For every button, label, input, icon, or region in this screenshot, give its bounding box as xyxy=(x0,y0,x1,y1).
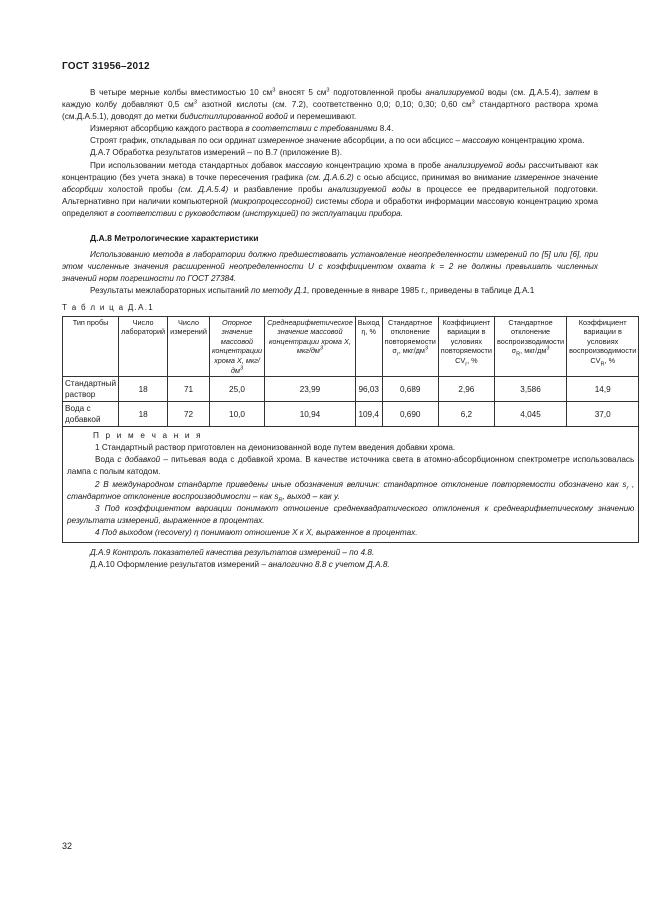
document-body xyxy=(62,87,637,571)
col-sample-type: Тип пробы xyxy=(63,316,119,377)
metrology-table xyxy=(62,316,639,543)
paragraph-uncertainty: Использованию метода в лаборатории должно предшествовать установление неопределенности измерений по [5] или [6], при этом численные значения расширенной неопределенности U с коэффициентом охвата k = 2 не должны превышать численных значений норм погрешности по ГОСТ 27384. xyxy=(62,250,598,284)
note-4: 4 Под выходом (recovery) η понимают отношение X к X, выраженное в процентах. xyxy=(95,527,418,537)
paragraph-std-additions: При использовании метода стандартных добавок массовую концентрацию хрома в пробе анализируемой воды рассчитывают как концентрацию (без учета знака) в точке пересечения графика (см. Д.А.6.2) с осью абсцисс, принимая во внимание измеренное значение абсорбции холостой пробы (см. Д.А.5.4) и разбавление пробы анализируемой воды в процессе ее предварительной подготовки. Альтернативно при наличии компьютерной (микропроцессорной) системы сбора и обработки информации массовую концентрацию хрома определяют в соответствии с руководством (инструкцией) по эксплуатации прибора. xyxy=(62,160,598,218)
paragraph-measure: Измеряют абсорбцию каждого раствора в соответствии с требованиями 8.4. xyxy=(90,124,394,134)
col-reference: Опорное значение массовой концентрации хрома X, мкг/$дм^3$ xyxy=(209,316,264,377)
col-measurements: Число измерений xyxy=(168,316,210,377)
table-row: Вода с добавкой 18 72 10,0 10,94 109,4 0,690 6,2 4,045 37,0 xyxy=(63,402,639,427)
notes-title: П р и м е ч а н и я xyxy=(93,431,203,441)
page-number: 32 xyxy=(62,841,73,851)
note-2: 2 В международном стандарте приведены иные обозначения величин: стандартное отклонение повторяемости обозначено как $s_r$ , стандартное отклонение воспроизводимости – как $s_R$, выход – как y. xyxy=(67,479,635,504)
paragraph-da9: Д.А.9 Контроль показателей качества результатов измерений – по 4.8. xyxy=(90,548,375,557)
note-3: 3 Под коэффициентом вариации понимают отношение среднеквадратического отклонения к среднеарифметическому значению результата измерений, выраженное в процентах. xyxy=(67,503,635,525)
table-notes-row xyxy=(63,427,639,543)
col-yield: Выход η, % xyxy=(355,316,382,377)
document-header: ГОСТ 31956–2012 xyxy=(62,61,150,72)
paragraph-interlab: Результаты межлабораторных испытаний по методу Д.1, проведенные в январе 1985 г., приведены в таблице Д.А.1 xyxy=(90,286,535,296)
paragraph-da10: Д.А.10 Оформление результатов измерений – аналогично 8.8 с учетом Д.А.8. xyxy=(90,560,390,570)
note-1b: Вода с добавкой – питьевая вода с добавкой хрома. В качестве источника света в атомно-абсорбционном спектрометре использовалась лампа с полым катодом. xyxy=(67,455,635,477)
paragraph-sample-prep: В четыре мерные колбы вместимостью 10 $см^3$ вносят 5 $см^3$ подготовленной пробы анализируемой воды (см. Д.А.5.4), затем в каждую колбу добавляют 0,5 $см^3$ азотной кислоты (см. 7.2), соответственно 0,0; 0,10; 0,30; 0,60 $см^3$ стандартного раствора хрома (см.Д.А.5.1), доводят до метки бидистиллированной водой и перемешивают. xyxy=(62,87,599,122)
col-cvr: Коэффициент вариации в условиях повторяемости $CV_r$, % xyxy=(438,316,494,377)
note-1: 1 Стандартный раствор приготовлен на деионизованной воде путем введения добавки хрома. xyxy=(95,443,456,453)
col-sr: Стандартное отклонение повторяемости $\sigma_r$, мкг/$дм^3$ xyxy=(382,316,438,377)
paragraph-graph: Строят график, откладывая по оси ординат измеренное значение абсорбции, а по оси абсцисс – массовую концентрацию хрома. xyxy=(90,136,585,146)
col-sR: Стандартное отклонение воспроизводимости $\sigma_R$, мкг/$дм^3$ xyxy=(494,316,566,377)
col-cvR: Коэффициент вариации в условиях воспроизводимости $CV_R$, % xyxy=(567,316,639,377)
table-row: Стандартный раствор 18 71 25,0 23,99 96,03 0,689 2,96 3,586 14,9 xyxy=(63,377,639,402)
section-heading-da8: Д.А.8 Метрологические характеристики xyxy=(90,233,259,244)
table-header-row xyxy=(63,316,639,377)
table-caption: Т а б л и ц а Д.А.1 xyxy=(62,302,154,312)
paragraph-da7: Д.А.7 Обработка результатов измерений – по В.7 (приложение В). xyxy=(90,148,342,158)
col-mean: Среднеарифметическое значение массовой концентрации хрома X, мкг/$дм^3$ xyxy=(265,316,356,377)
col-labs: Число лабораторий xyxy=(119,316,168,377)
